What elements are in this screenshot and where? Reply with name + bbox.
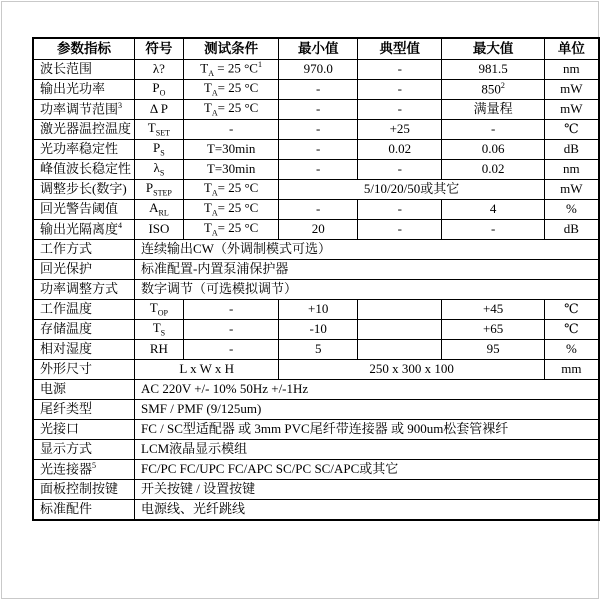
param-cell: 输出光功率 bbox=[33, 80, 135, 100]
value-cell: 5 bbox=[279, 340, 358, 360]
header-cell: 单位 bbox=[544, 38, 599, 60]
param-cell: 功率调节范围$^3$ bbox=[33, 100, 135, 120]
header-cell: 测试条件 bbox=[183, 38, 279, 60]
param-cell: 峰值波长稳定性 bbox=[33, 160, 135, 180]
value-cell: nm bbox=[544, 160, 599, 180]
value-cell: - bbox=[279, 140, 358, 160]
value-cell: - bbox=[279, 120, 358, 140]
value-cell: 0.02 bbox=[442, 160, 544, 180]
value-cell: $T_A= 25$ °C bbox=[183, 200, 279, 220]
param-cell: 显示方式 bbox=[33, 440, 135, 460]
param-cell: 面板控制按键 bbox=[33, 480, 135, 500]
value-cell: $T_A = 25$ $^\circ C^1$ bbox=[183, 60, 279, 80]
value-cell: $T_{SET}$ bbox=[135, 120, 184, 140]
param-cell: 光连接器$^5$ bbox=[33, 460, 135, 480]
value-cell: % bbox=[544, 340, 599, 360]
value-cell: - bbox=[183, 320, 279, 340]
value-cell: 4 bbox=[442, 200, 544, 220]
value-cell: +10 bbox=[279, 300, 358, 320]
table-row bbox=[33, 80, 599, 100]
value-cell: - bbox=[183, 300, 279, 320]
value-cell: $T_A= 25$ °C bbox=[183, 100, 279, 120]
param-cell: 调整步长(数字) bbox=[33, 180, 135, 200]
table-row bbox=[33, 400, 599, 420]
value-cell: $850^2$ bbox=[442, 80, 544, 100]
value-cell: - bbox=[442, 220, 544, 240]
value-cell: ℃ bbox=[544, 320, 599, 340]
table-row bbox=[33, 180, 599, 200]
value-cell: AC 220V +/- 10% 50Hz +/-1Hz bbox=[135, 380, 599, 400]
value-cell: - bbox=[358, 160, 442, 180]
table-row bbox=[33, 140, 599, 160]
param-cell: 存储温度 bbox=[33, 320, 135, 340]
param-cell: 尾纤类型 bbox=[33, 400, 135, 420]
header-cell: 典型值 bbox=[358, 38, 442, 60]
spec-table bbox=[32, 37, 600, 521]
header-cell: 最大值 bbox=[442, 38, 544, 60]
value-cell: - bbox=[279, 100, 358, 120]
value-cell: +25 bbox=[358, 120, 442, 140]
value-cell: $\lambda_S$ bbox=[135, 160, 184, 180]
value-cell: $T_A= 25$ °C bbox=[183, 220, 279, 240]
value-cell bbox=[358, 300, 442, 320]
value-cell: - bbox=[279, 80, 358, 100]
value-cell: L x W x H bbox=[135, 360, 279, 380]
value-cell: mW bbox=[544, 180, 599, 200]
value-cell: FC / SC型适配器 或 3mm PVC尾纤带连接器 或 900um松套管裸纤 bbox=[135, 420, 599, 440]
value-cell: - bbox=[183, 340, 279, 360]
table-row bbox=[33, 340, 599, 360]
value-cell: mm bbox=[544, 360, 599, 380]
value-cell: - bbox=[358, 60, 442, 80]
header-cell: 参数指标 bbox=[33, 38, 135, 60]
value-cell: T=30min bbox=[183, 140, 279, 160]
value-cell: $A_{RL}$ bbox=[135, 200, 184, 220]
value-cell: dB bbox=[544, 140, 599, 160]
param-cell: 功率调整方式 bbox=[33, 280, 135, 300]
value-cell: mW bbox=[544, 100, 599, 120]
value-cell: 20 bbox=[279, 220, 358, 240]
value-cell: -10 bbox=[279, 320, 358, 340]
value-cell: - bbox=[358, 200, 442, 220]
value-cell: 连续输出CW（外调制模式可选） bbox=[135, 240, 599, 260]
param-cell: 相对湿度 bbox=[33, 340, 135, 360]
table-row bbox=[33, 320, 599, 340]
value-cell: - bbox=[358, 100, 442, 120]
value-cell: RH bbox=[135, 340, 184, 360]
value-cell: - bbox=[358, 80, 442, 100]
table-row bbox=[33, 300, 599, 320]
value-cell: Δ P bbox=[135, 100, 184, 120]
value-cell bbox=[358, 320, 442, 340]
header-row bbox=[33, 38, 599, 60]
table-row bbox=[33, 220, 599, 240]
table-row bbox=[33, 360, 599, 380]
param-cell: 光接口 bbox=[33, 420, 135, 440]
param-cell: 工作方式 bbox=[33, 240, 135, 260]
value-cell: $P_{STEP}$ bbox=[135, 180, 184, 200]
param-cell: 输出光隔离度$^4$ bbox=[33, 220, 135, 240]
value-cell: mW bbox=[544, 80, 599, 100]
value-cell: $T_{OP}$ bbox=[135, 300, 184, 320]
value-cell: 数字调节（可选模拟调节） bbox=[135, 280, 599, 300]
value-cell: ℃ bbox=[544, 120, 599, 140]
value-cell: $T_A= 25$ °C bbox=[183, 80, 279, 100]
value-cell: 开关按键 / 设置按键 bbox=[135, 480, 599, 500]
value-cell: 970.0 bbox=[279, 60, 358, 80]
param-cell: 回光保护 bbox=[33, 260, 135, 280]
table-row bbox=[33, 420, 599, 440]
value-cell: 5/10/20/50或其它 bbox=[279, 180, 544, 200]
header-cell: 最小值 bbox=[279, 38, 358, 60]
value-cell: $P_S$ bbox=[135, 140, 184, 160]
table-row bbox=[33, 460, 599, 480]
value-cell: 250 x 300 x 100 bbox=[279, 360, 544, 380]
param-cell: 波长范围 bbox=[33, 60, 135, 80]
value-cell: - bbox=[279, 160, 358, 180]
value-cell: 981.5 bbox=[442, 60, 544, 80]
table-row bbox=[33, 160, 599, 180]
param-cell: 工作温度 bbox=[33, 300, 135, 320]
value-cell: SMF / PMF (9/125um) bbox=[135, 400, 599, 420]
table-row bbox=[33, 120, 599, 140]
value-cell: LCM液晶显示模组 bbox=[135, 440, 599, 460]
param-cell: 光功率稳定性 bbox=[33, 140, 135, 160]
table-row bbox=[33, 280, 599, 300]
table-row bbox=[33, 100, 599, 120]
value-cell: - bbox=[183, 120, 279, 140]
value-cell: 95 bbox=[442, 340, 544, 360]
value-cell: $T_S$ bbox=[135, 320, 184, 340]
table-row bbox=[33, 440, 599, 460]
value-cell: dB bbox=[544, 220, 599, 240]
value-cell: $P_O$ bbox=[135, 80, 184, 100]
value-cell: - bbox=[279, 200, 358, 220]
value-cell: 标准配置-内置泵浦保护器 bbox=[135, 260, 599, 280]
value-cell: nm bbox=[544, 60, 599, 80]
value-cell: FC/PC FC/UPC FC/APC SC/PC SC/APC或其它 bbox=[135, 460, 599, 480]
value-cell: ISO bbox=[135, 220, 184, 240]
table-row bbox=[33, 60, 599, 80]
value-cell: - bbox=[358, 220, 442, 240]
value-cell: 0.06 bbox=[442, 140, 544, 160]
value-cell: T=30min bbox=[183, 160, 279, 180]
value-cell: +65 bbox=[442, 320, 544, 340]
value-cell: 满量程 bbox=[442, 100, 544, 120]
value-cell: % bbox=[544, 200, 599, 220]
value-cell: 电源线、光纤跳线 bbox=[135, 500, 599, 521]
param-cell: 电源 bbox=[33, 380, 135, 400]
header-cell: 符号 bbox=[135, 38, 184, 60]
param-cell: 回光警告阈值 bbox=[33, 200, 135, 220]
table-row bbox=[33, 380, 599, 400]
table-row bbox=[33, 240, 599, 260]
table-row bbox=[33, 500, 599, 521]
param-cell: 外形尺寸 bbox=[33, 360, 135, 380]
value-cell: λ? bbox=[135, 60, 184, 80]
value-cell: 0.02 bbox=[358, 140, 442, 160]
table-row bbox=[33, 480, 599, 500]
value-cell bbox=[358, 340, 442, 360]
param-cell: 标准配件 bbox=[33, 500, 135, 521]
table-row bbox=[33, 260, 599, 280]
value-cell: $T_A= 25$ °C bbox=[183, 180, 279, 200]
table-row bbox=[33, 200, 599, 220]
value-cell: - bbox=[442, 120, 544, 140]
value-cell: +45 bbox=[442, 300, 544, 320]
param-cell: 激光器温控温度 bbox=[33, 120, 135, 140]
value-cell: ℃ bbox=[544, 300, 599, 320]
